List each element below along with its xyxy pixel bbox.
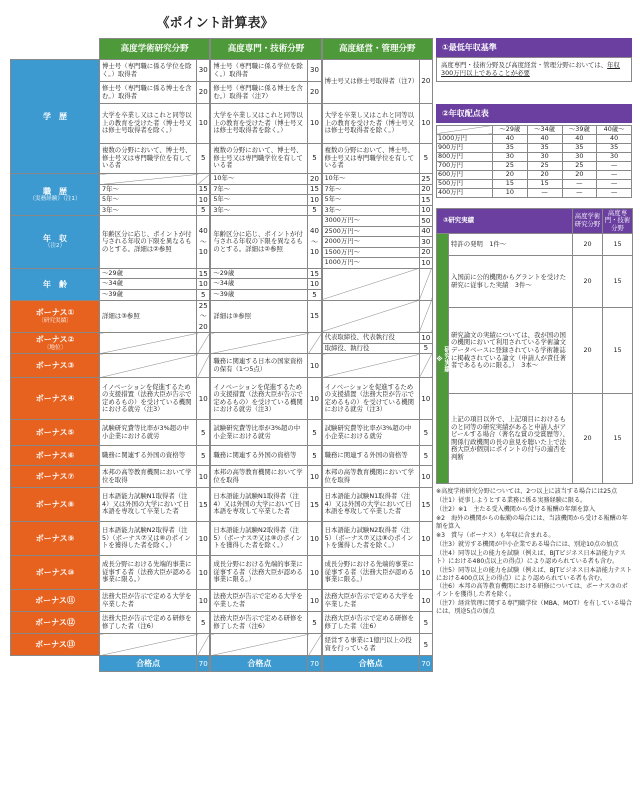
edu-c2-r4: 複数の分野において、博士号、修士号又は専門職学位を有している者 [211, 144, 308, 174]
income-row-label: 500万円 [437, 179, 493, 188]
income-c3-r1: 3000万円〜 [322, 216, 419, 227]
bonus4-c3: イノベーションを促進するための支援措置（法務大臣が告示で定めるもの）を受けている機関における就労（注3） [322, 378, 419, 420]
note-5: （注3）就労する機関が中小企業である場合には、別途10点の加点 [436, 540, 619, 548]
category-career-sub: （実務経験）（注1） [29, 196, 81, 203]
column-header-management: 高度経営・管理分野 [322, 39, 432, 60]
income-c2-points: 40 〜 10 [308, 216, 321, 269]
category-bonus-1 [11, 300, 100, 333]
panel3-title: ③研究実績 [437, 208, 573, 234]
income-row-label: 700万円 [437, 161, 493, 170]
note-1: （注1）従事しようとする業務に係る実務経験に限る。 [436, 497, 587, 505]
income-head-1: 〜34歳 [527, 125, 562, 134]
income-row-label: 900万円 [437, 143, 493, 152]
bonus2-c3-a-points: 10 [419, 333, 432, 344]
income-cell: 15 [493, 179, 528, 188]
bonus3-c3-blank-points [419, 354, 432, 378]
bonus12-c3: 法務大臣が告示で定める研修を修了した者（注6） [322, 612, 419, 634]
bonus10-c2-points: 10 [308, 556, 321, 590]
income-c3-r3-points: 30 [419, 237, 432, 248]
bonus2-c2-blank-points [308, 333, 321, 354]
bonus5-c1-points: 5 [197, 420, 210, 446]
research-bar [435, 234, 452, 484]
career-c2-r2: 7年〜 [211, 184, 308, 195]
bonus5-c1: 試験研究費等比率が3%超の中小企業における就労 [100, 420, 197, 446]
total-points-c1: 70 [197, 656, 210, 672]
category-bonus-2-label: ボーナス② [35, 335, 75, 345]
bonus8-c2: 日本語能力試験N1取得者（注4）又は外国の大学において日本語を専攻して卒業した者 [211, 488, 308, 522]
income-cell: 35 [562, 143, 597, 152]
bonus13-c3: 経営する事業に1億円以上の投資を行っている者 [322, 634, 419, 656]
bonus7-c3: 本邦の高等教育機関において学位を取得 [322, 466, 419, 488]
income-cell: 30 [562, 152, 597, 161]
total-label-c2: 合格点 [211, 656, 308, 672]
career-c1-r3: 5年〜 [100, 195, 197, 206]
career-c1-r2: 7年〜 [100, 184, 197, 195]
bonus2-c3-b: 取締役、執行役 [322, 343, 419, 354]
bonus5-c2: 試験研究費等比率が3%超の中小企業における就労 [211, 420, 308, 446]
bonus3-c1-blank-points [197, 354, 210, 378]
bonus6-c1-points: 5 [197, 446, 210, 466]
bonus4-c1: イノベーションを促進するための支援措置（法務大臣が告示で定めるもの）を受けている機関における就労（注3） [100, 378, 197, 420]
bonus6-c3-points: 5 [419, 446, 432, 466]
career-c1-r3-points: 10 [197, 195, 210, 206]
bonus13-c2-blank [211, 634, 308, 656]
bonus8-c1-points: 15 [197, 488, 210, 522]
career-c2-r4-points: 5 [308, 205, 321, 216]
note-2: （注2）※1 主たる受入機関から受ける報酬の年額を算入 [436, 506, 596, 514]
age-c2-r1-points: 15 [308, 268, 321, 279]
income-cell: 10 [493, 188, 528, 197]
income-cell: 30 [527, 152, 562, 161]
bonus12-c2: 法務大臣が告示で定める研修を修了した者（注6） [211, 612, 308, 634]
category-bonus-4: ボーナス④ [11, 378, 100, 420]
category-bonus-6: ボーナス⑥ [11, 446, 100, 466]
bonus11-c2-points: 10 [308, 590, 321, 612]
income-cell: — [562, 179, 597, 188]
edu-c1-r3: 大学を卒業し又はこれと同等以上の教育を受けた者（博士号又は修士号取得者を除く。） [100, 104, 197, 144]
research-item-other-technical: 15 [603, 394, 633, 484]
note-6: （注4）同等以上の能力を試験（例えば、BJTビジネス日本語能力テスト）における480点以上の得点）により認められている者も含む。 [436, 549, 626, 565]
research-head-academic: 高度学術研究分野 [573, 208, 603, 234]
income-cell: 20 [527, 170, 562, 179]
income-table [436, 125, 632, 198]
bonus12-c1: 法務大臣が告示で定める研修を修了した者（注6） [100, 612, 197, 634]
income-cell: — [562, 188, 597, 197]
edu-c2-r1: 博士号（専門職に係る学位を除く。）取得者 [211, 60, 308, 82]
income-row-label: 400万円 [437, 188, 493, 197]
edu-c3-r4: 複数の分野において、博士号、修士号又は専門職学位を有している者 [322, 144, 419, 174]
page-title: 《ポイント計算表》 [156, 16, 274, 31]
bonus6-c2: 職務に関連する外国の資格等 [211, 446, 308, 466]
income-cell: — [527, 188, 562, 197]
bonus8-c2-points: 15 [308, 488, 321, 522]
category-education: 学 歴 [11, 60, 100, 174]
category-bonus-8: ボーナス⑧ [11, 488, 100, 522]
research-item-papers-technical: 15 [603, 308, 633, 394]
bonus3-c2-points: 10 [308, 354, 321, 378]
column-header-academic: 高度学術研究分野 [100, 39, 210, 60]
bonus8-c3-points: 15 [419, 488, 432, 522]
bonus7-c3-points: 10 [419, 466, 432, 488]
category-bonus-9: ボーナス⑨ [11, 522, 100, 556]
note-0: ※高度学術研究分野については、2つ以上に該当する場合には25点 [436, 488, 618, 496]
income-row-label: 800万円 [437, 152, 493, 161]
total-label-c3: 合格点 [322, 656, 419, 672]
income-cell: — [597, 170, 632, 179]
points-table [10, 38, 433, 672]
total-label-c1: 合格点 [100, 656, 197, 672]
bonus3-c3-blank [322, 354, 419, 378]
bonus11-c3-points: 10 [419, 590, 432, 612]
income-c3-r1-points: 50 [419, 216, 432, 227]
age-c2-r3-points: 5 [308, 290, 321, 301]
income-cell: 40 [597, 134, 632, 143]
category-bonus-10: ボーナス⑩ [11, 556, 100, 590]
note-4: ※3 賞与（ボーナス）も年収に含まれる。 [436, 531, 555, 539]
career-c1-r4-points: 5 [197, 205, 210, 216]
bonus12-c1-points: 5 [197, 612, 210, 634]
age-c3-blank [322, 268, 419, 300]
bonus10-c3-points: 10 [419, 556, 432, 590]
edu-c1-r4: 複数の分野において、博士号、修士号又は専門職学位を有している者 [100, 144, 197, 174]
bonus10-c2: 成長分野における先端的事業に従事する者（法務大臣が認める事業に限る。） [211, 556, 308, 590]
panel1-title: ①最低年収基準 [436, 38, 632, 57]
income-cell: 35 [597, 143, 632, 152]
research-bar-label: 研究実績 [443, 345, 452, 372]
bonus10-c3: 成長分野における先端的事業に従事する者（法務大臣が認める事業に限る。） [322, 556, 419, 590]
category-bonus-11: ボーナス⑪ [11, 590, 100, 612]
edu-c2-r2-points: 20 [308, 82, 321, 104]
bonus8-c3: 日本語能力試験N1取得者（注4）又は外国の大学において日本語を専攻して卒業した者 [322, 488, 419, 522]
income-c3-r4: 1500万円〜 [322, 247, 419, 258]
edu-c3-r3: 大学を卒業し又はこれと同等以上の教育を受けた者（博士号又は修士号取得者を除く。） [322, 104, 419, 144]
bonus2-c2-blank [211, 333, 308, 354]
edu-c3-r12: 博士号又は修士号取得者（注7） [322, 60, 419, 104]
panel1-body [436, 57, 632, 82]
income-cell: 15 [527, 179, 562, 188]
bonus1-c1-points: 25 〜 20 [197, 300, 210, 333]
bonus1-c2-points: 15 [308, 300, 321, 333]
bonus4-c2-points: 10 [308, 378, 321, 420]
bonus9-c2: 日本語能力試験N2取得者（注5）（ボーナス⑦又は⑧のポイントを獲得した者を除く。） [211, 522, 308, 556]
bonus12-c2-points: 5 [308, 612, 321, 634]
income-head-2: 〜39歳 [562, 125, 597, 134]
category-bonus-12: ボーナス⑫ [11, 612, 100, 634]
career-c3-r3-points: 15 [419, 195, 432, 206]
category-career-label: 職 歴 [43, 186, 68, 196]
bonus11-c1: 法務大臣が告示で定める大学を卒業した者 [100, 590, 197, 612]
age-c2-r2-points: 10 [308, 279, 321, 290]
edu-c1-r1: 博士号（専門職に係る学位を除く。）取得者 [100, 60, 197, 82]
income-cell: 25 [562, 161, 597, 170]
research-item-patent-technical: 15 [603, 234, 633, 256]
bonus6-c1: 職務に関連する外国の資格等 [100, 446, 197, 466]
career-c1-r4: 3年〜 [100, 205, 197, 216]
bonus7-c2-points: 10 [308, 466, 321, 488]
category-bonus-1-label: ボーナス① [35, 308, 75, 318]
category-bonus-7: ボーナス⑦ [11, 466, 100, 488]
career-c2-r2-points: 15 [308, 184, 321, 195]
bonus2-c1-blank [100, 333, 197, 354]
income-cell: 35 [493, 143, 528, 152]
income-c3-r4-points: 20 [419, 247, 432, 258]
header-blank [11, 39, 100, 60]
bonus5-c3-points: 5 [419, 420, 432, 446]
research-item-grant-academic: 20 [573, 256, 603, 308]
column-header-technical: 高度専門・技術分野 [211, 39, 321, 60]
career-c2-r3-points: 10 [308, 195, 321, 206]
bonus3-c2: 職務に関連する日本の国家資格の保有（1つ5点） [211, 354, 308, 378]
income-cell: 40 [527, 134, 562, 143]
bonus12-c3-points: 5 [419, 612, 432, 634]
research-item-grant-technical: 15 [603, 256, 633, 308]
category-bonus-13: ボーナス⑬ [11, 634, 100, 656]
edu-c1-r3-points: 10 [197, 104, 210, 144]
category-bonus-5: ボーナス⑤ [11, 420, 100, 446]
income-cell: — [597, 188, 632, 197]
career-c3-r1-points: 25 [419, 174, 432, 185]
category-age: 年 齢 [11, 268, 100, 300]
edu-c2-r3-points: 10 [308, 104, 321, 144]
notes [436, 488, 632, 616]
bonus9-c3-points: 10 [419, 522, 432, 556]
age-c1-r2-points: 10 [197, 279, 210, 290]
income-cell: 30 [493, 152, 528, 161]
category-bonus-3: ボーナス③ [11, 354, 100, 378]
research-item-other-academic: 20 [573, 394, 603, 484]
bonus11-c2: 法務大臣が告示で定める大学を卒業した者 [211, 590, 308, 612]
income-c3-r2: 2500万円〜 [322, 226, 419, 237]
category-bonus-1-sub: 〔研究実績〕 [38, 317, 72, 324]
income-cell: 25 [493, 161, 528, 170]
income-cell: 20 [562, 170, 597, 179]
income-head-3: 40歳〜 [597, 125, 632, 134]
reference-panel [436, 38, 632, 617]
bonus5-c2-points: 5 [308, 420, 321, 446]
bonus11-c3: 法務大臣が告示で定める大学を卒業した者 [322, 590, 419, 612]
bonus7-c1-points: 10 [197, 466, 210, 488]
bonus1-c1: 詳細は③参照 [100, 300, 197, 333]
research-item-papers-academic: 20 [573, 308, 603, 394]
age-c1-r3-points: 5 [197, 290, 210, 301]
age-c2-r1: 〜29歳 [211, 268, 308, 279]
bonus6-c2-points: 5 [308, 446, 321, 466]
bonus4-c2: イノベーションを促進するための支援措置（法務大臣が告示で定めるもの）を受けている機関における就労（注3） [211, 378, 308, 420]
bonus1-c3-blank-points [419, 300, 432, 333]
income-head-0: 〜29歳 [493, 125, 528, 134]
income-c2-note: 年齢区分に応じ、ポイントが付与される年収の下限を異なるものとする。詳細は②参照 [211, 216, 308, 269]
career-c3-r4: 3年〜 [322, 205, 419, 216]
edu-c2-r4-points: 5 [308, 144, 321, 174]
income-cell: 40 [562, 134, 597, 143]
total-points-c2: 70 [308, 656, 321, 672]
edu-c2-r2: 修士号（専門職に係る博士を含む。）取得者（注7） [211, 82, 308, 104]
income-cell: 20 [493, 170, 528, 179]
career-c2-r4: 3年〜 [211, 205, 308, 216]
edu-c2-r3: 大学を卒業し又はこれと同等以上の教育を受けた者（博士号又は修士号取得者を除く。） [211, 104, 308, 144]
career-c1-r2-points: 15 [197, 184, 210, 195]
bonus9-c3: 日本語能力試験N2取得者（注5）（ボーナス⑦又は⑧のポイントを獲得した者を除く。） [322, 522, 419, 556]
research-item-patent: 特許の発明 1件〜 [449, 234, 573, 256]
career-c3-r4-points: 10 [419, 205, 432, 216]
category-bonus-2-sub: 〔地位〕 [43, 344, 67, 351]
career-c3-r1: 10年〜 [322, 174, 419, 185]
bonus6-c3: 職務に関連する外国の資格等 [322, 446, 419, 466]
age-c3-blank-points [419, 268, 432, 300]
bonus8-c1: 日本語能力試験N1取得者（注4）又は外国の大学において日本語を専攻して卒業した者 [100, 488, 197, 522]
income-cell: 35 [527, 143, 562, 152]
edu-c1-r4-points: 5 [197, 144, 210, 174]
bonus13-c3-points: 5 [419, 634, 432, 656]
note-8: （注6）本邦の高等教育機関における研修については、ボーナス⑦のポイントを獲得した者を除く。 [436, 583, 628, 599]
career-c2-r1: 10年〜 [211, 174, 308, 185]
career-c3-r2-points: 20 [419, 184, 432, 195]
bonus1-c3-blank [322, 300, 419, 333]
income-c3-r5-points: 10 [419, 258, 432, 269]
income-c3-r5: 1000万円〜 [322, 258, 419, 269]
edu-c3-r4-points: 5 [419, 144, 432, 174]
career-c3-r2: 7年〜 [322, 184, 419, 195]
panel2-title: ②年収配点表 [436, 104, 632, 123]
total-points-c3: 70 [419, 656, 432, 672]
research-bar-mark: ※ [435, 354, 444, 363]
bonus1-c2: 詳細は③参照 [211, 300, 308, 333]
income-table-corner [437, 125, 493, 134]
category-income-sub: （注2） [44, 243, 66, 250]
career-c2-r3: 5年〜 [211, 195, 308, 206]
income-cell: 25 [527, 161, 562, 170]
note-7: （注5）同等以上の能力を試験（例えば、BJTビジネス日本語能力テストにおける400点以上の得点）により認められている者も含む。 [436, 566, 632, 582]
career-c1-r1-points [197, 174, 210, 185]
age-c2-r2: 〜34歳 [211, 279, 308, 290]
bonus9-c2-points: 10 [308, 522, 321, 556]
bonus9-c1: 日本語能力試験N2取得者（注5）（ボーナス⑦又は⑧のポイントを獲得した者を除く。） [100, 522, 197, 556]
category-career [11, 174, 100, 216]
age-c1-r3: 〜39歳 [100, 290, 197, 301]
edu-c1-r1-points: 30 [197, 60, 210, 82]
bonus13-c1-blank-points [197, 634, 210, 656]
income-c1-points: 40 〜 10 [197, 216, 210, 269]
panel1-underline: 年収300万円以上であることが必要 [441, 61, 620, 78]
research-item-grant: 入国前に公的機関からグラントを受けた研究に従事した実績 3件〜 [449, 256, 573, 308]
income-row-label: 600万円 [437, 170, 493, 179]
bonus2-c3-a: 代表取締役、代表執行役 [322, 333, 419, 344]
bonus10-c1: 成長分野における先端的事業に従事する者（法務大臣が認める事業に限る。） [100, 556, 197, 590]
bonus7-c1: 本邦の高等教育機関において学位を取得 [100, 466, 197, 488]
edu-c1-r2: 修士号（専門職に係る博士を含む。）取得者 [100, 82, 197, 104]
age-c1-r1: 〜29歳 [100, 268, 197, 279]
category-income [11, 216, 100, 269]
income-row-label: 1000万円 [437, 134, 493, 143]
bonus9-c1-points: 10 [197, 522, 210, 556]
career-c2-r1-points: 20 [308, 174, 321, 185]
category-bonus-2 [11, 333, 100, 354]
bonus2-c1-blank-points [197, 333, 210, 354]
income-cell: — [597, 161, 632, 170]
income-c3-r2-points: 40 [419, 226, 432, 237]
note-9: （注7）経営管理に関する専門職学位（MBA、MOT）を有している場合には、別途5点の加点 [436, 600, 632, 616]
bonus5-c3: 試験研究費等比率が3%超の中小企業における就労 [322, 420, 419, 446]
research-table [436, 208, 633, 485]
research-item-papers: 研究論文の実績については、我が国の国の機関において利用されている学術論文データベースに登録されている学術雑誌に掲載されている論文（申請人が責任著者であるものに限る。） 3本〜 [449, 308, 573, 394]
edu-c1-r2-points: 20 [197, 82, 210, 104]
bonus10-c1-points: 10 [197, 556, 210, 590]
income-c3-r3: 2000万円〜 [322, 237, 419, 248]
bonus2-c3-b-points: 5 [419, 343, 432, 354]
career-c1-r1 [100, 174, 197, 185]
age-c2-r3: 〜39歳 [211, 290, 308, 301]
age-c1-r1-points: 15 [197, 268, 210, 279]
research-head-technical: 高度専門・技術分野 [603, 208, 633, 234]
bonus4-c1-points: 10 [197, 378, 210, 420]
note-3: ※2 海外の機関からの転勤の場合には、当該機関から受ける報酬の年額を算入 [436, 515, 628, 530]
bonus7-c2: 本邦の高等教育機関において学位を取得 [211, 466, 308, 488]
age-c1-r2: 〜34歳 [100, 279, 197, 290]
bonus4-c3-points: 10 [419, 378, 432, 420]
income-cell: 40 [493, 134, 528, 143]
research-item-patent-academic: 20 [573, 234, 603, 256]
bonus3-c1-blank [100, 354, 197, 378]
bonus13-c2-blank-points [308, 634, 321, 656]
career-c3-r3: 5年〜 [322, 195, 419, 206]
category-income-label: 年 収 [43, 234, 68, 244]
edu-c2-r1-points: 30 [308, 60, 321, 82]
edu-c3-r3-points: 10 [419, 104, 432, 144]
income-cell: 30 [597, 152, 632, 161]
research-item-other: 上記の項目以外で、上記項目におけるものと同等の研究実績があると申請人がアピールする場合（著名な賞の受賞歴等）、関係行政機関の長の意見を聴いた上で法務大臣が個別にポイントの付与の適否を判断 [449, 394, 573, 484]
panel1-text: 高度専門・技術分野及び高度経営・管理分野においては、 [441, 61, 608, 69]
income-cell: — [597, 179, 632, 188]
bonus11-c1-points: 10 [197, 590, 210, 612]
bonus13-c1-blank [100, 634, 197, 656]
income-c1-note: 年齢区分に応じ、ポイントが付与される年収の下限を異なるものとする。詳細は②参照 [100, 216, 197, 269]
edu-c3-r12-points: 20 [419, 60, 432, 104]
